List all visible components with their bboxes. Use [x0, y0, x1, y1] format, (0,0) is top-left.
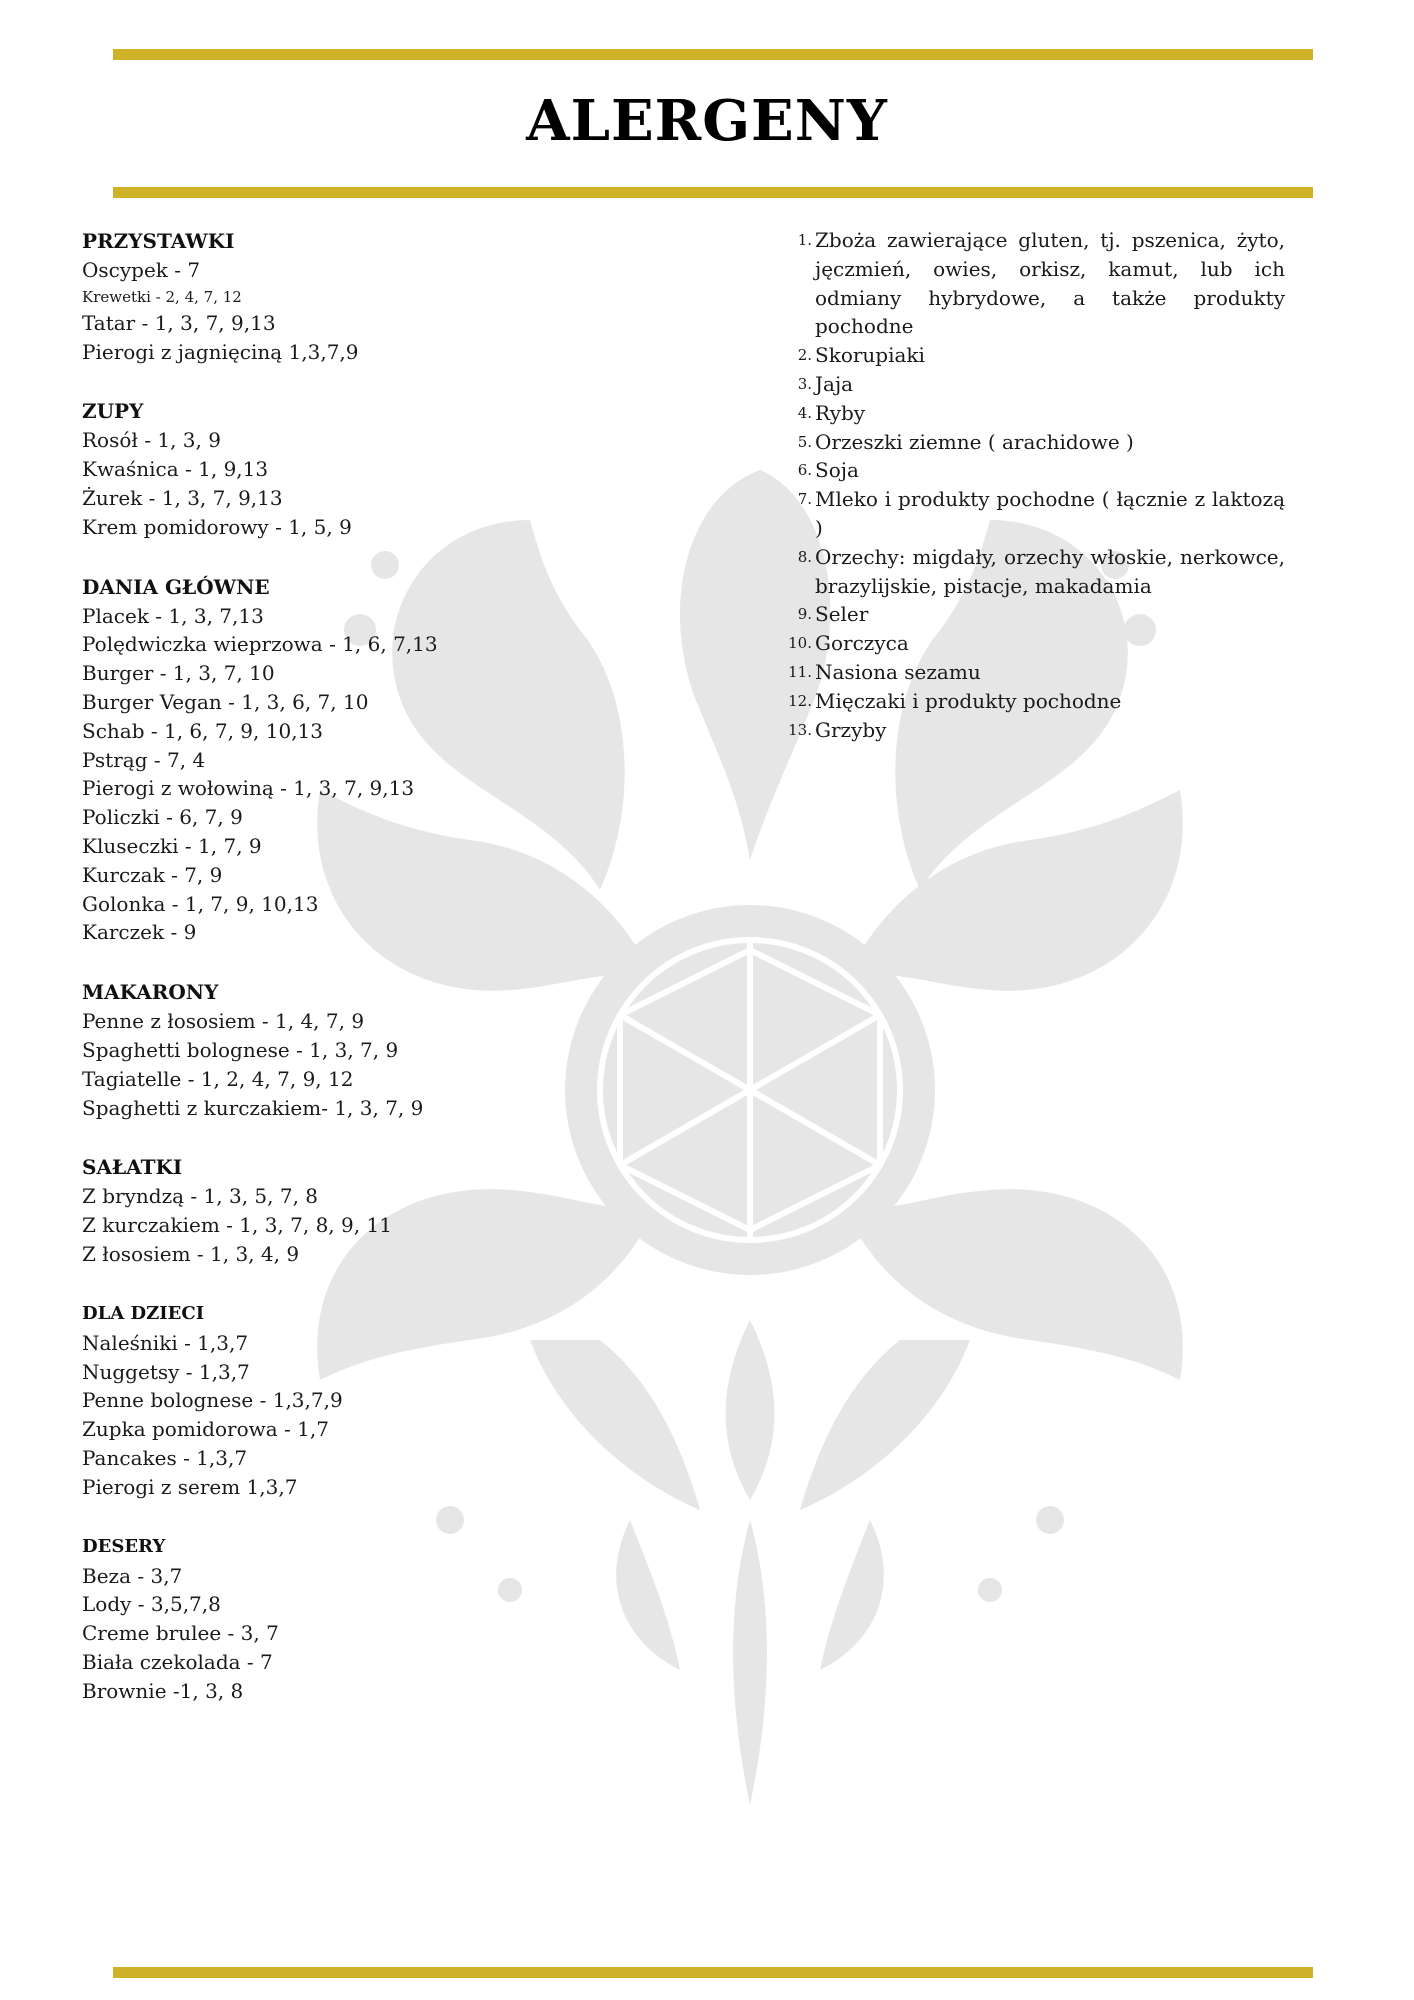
allergen-item	[780, 428, 1285, 457]
menu-allergen-list	[82, 226, 702, 1735]
section-title: MAKARONY	[82, 980, 219, 1005]
allergen-number: 2.	[797, 346, 812, 365]
menu-item: Placek - 1, 3, 7,13	[82, 603, 264, 628]
allergen-number: 9.	[797, 605, 812, 624]
allergen-text: Mleko i produkty pochodne ( łącznie z laktozą )	[815, 487, 1285, 540]
allergen-text: Nasiona sezamu	[815, 659, 981, 684]
allergen-item	[780, 399, 1285, 428]
page-title: ALERGENY	[526, 88, 888, 154]
allergen-text: Soja	[815, 458, 859, 483]
allergen-text: Ryby	[815, 400, 866, 425]
allergen-text: Orzechy: migdały, orzechy włoskie, nerkowce, brazylijskie, pistacje, makadamia	[815, 544, 1285, 598]
section-title: DANIA GŁÓWNE	[82, 574, 270, 599]
section-zupy	[82, 396, 702, 541]
allergen-number: 10.	[788, 634, 812, 653]
menu-item: Burger - 1, 3, 7, 10	[82, 661, 275, 686]
allergen-text: Gorczyca	[815, 631, 909, 656]
menu-item: Pstrąg - 7, 4	[82, 747, 206, 772]
allergen-text: Zboża zawierające gluten, tj. pszenica, żyto, jęczmień, owies, orkisz, kamut, lub ich odmiany hybrydowe, a także produkty pochodne	[815, 228, 1285, 339]
allergen-number: 6.	[797, 461, 812, 480]
menu-item: Schab - 1, 6, 7, 9, 10,13	[82, 718, 323, 743]
section-makarony	[82, 977, 702, 1122]
menu-item: Beza - 3,7	[82, 1563, 183, 1588]
menu-item: Biała czekolada - 7	[82, 1649, 273, 1674]
allergen-text: Grzyby	[815, 717, 887, 742]
allergen-number: 12.	[788, 691, 812, 710]
allergen-text: Jaja	[815, 371, 854, 396]
allergen-item	[780, 456, 1285, 485]
allergen-number: 8.	[797, 547, 812, 566]
menu-item: Creme brulee - 3, 7	[82, 1621, 279, 1646]
allergen-number: 3.	[797, 374, 812, 393]
menu-item: Karczek - 9	[82, 920, 197, 945]
section-dla-dzieci	[82, 1299, 702, 1502]
allergen-text: Mięczaki i produkty pochodne	[815, 688, 1122, 713]
section-title: PRZYSTAWKI	[82, 229, 235, 253]
menu-item: Brownie -1, 3, 8	[82, 1678, 244, 1703]
allergen-item	[780, 543, 1285, 601]
menu-item: Kwaśnica - 1, 9,13	[82, 457, 269, 482]
section-title: DESERY	[82, 1535, 166, 1557]
menu-item: Oscypek - 7	[82, 258, 201, 282]
allergen-item	[780, 370, 1285, 399]
menu-item: Nuggetsy - 1,3,7	[82, 1359, 250, 1384]
menu-item: Naleśniki - 1,3,7	[82, 1330, 249, 1355]
menu-item: Policzki - 6, 7, 9	[82, 805, 243, 830]
menu-item: Krem pomidorowy - 1, 5, 9	[82, 514, 352, 539]
allergen-number: 11.	[788, 662, 812, 681]
allergen-item	[780, 600, 1285, 629]
menu-item: Golonka - 1, 7, 9, 10,13	[82, 891, 319, 916]
section-dania-glowne	[82, 572, 702, 948]
menu-item: Penne z łososiem - 1, 4, 7, 9	[82, 1009, 365, 1034]
menu-item: Tatar - 1, 3, 7, 9,13	[82, 310, 276, 335]
allergen-number: 13.	[788, 720, 812, 739]
allergen-list	[780, 226, 1285, 744]
menu-item: Lody - 3,5,7,8	[82, 1592, 221, 1617]
menu-item: Zupka pomidorowa - 1,7	[82, 1417, 329, 1442]
menu-item: Żurek - 1, 3, 7, 9,13	[82, 485, 283, 510]
allergen-legend	[780, 226, 1285, 744]
menu-item: Spaghetti z kurczakiem- 1, 3, 7, 9	[82, 1095, 424, 1120]
allergen-item	[780, 687, 1285, 716]
section-title: ZUPY	[82, 399, 144, 424]
menu-item: Pierogi z wołowiną - 1, 3, 7, 9,13	[82, 776, 415, 801]
menu-item: Burger Vegan - 1, 3, 6, 7, 10	[82, 689, 369, 714]
section-przystawki	[82, 226, 702, 366]
menu-item: Kurczak - 7, 9	[82, 862, 223, 887]
allergen-number: 1.	[797, 231, 812, 249]
allergen-text: Seler	[815, 602, 869, 627]
section-desery	[82, 1532, 702, 1706]
allergen-item	[780, 341, 1285, 370]
allergen-text: Skorupiaki	[815, 343, 925, 368]
allergen-item	[780, 629, 1285, 658]
menu-item: Pierogi z serem 1,3,7	[82, 1474, 298, 1499]
menu-item: Z bryndzą - 1, 3, 5, 7, 8	[82, 1184, 319, 1209]
menu-item: Polędwiczka wieprzowa - 1, 6, 7,13	[82, 632, 438, 657]
allergen-item	[780, 485, 1285, 543]
menu-item: Kluseczki - 1, 7, 9	[82, 833, 262, 858]
menu-item: Pancakes - 1,3,7	[82, 1445, 248, 1470]
menu-item: Pierogi z jagnięciną 1,3,7,9	[82, 339, 359, 364]
section-title: SAŁATKI	[82, 1155, 183, 1180]
allergen-number: 7.	[797, 490, 812, 509]
bottom-gold-divider	[113, 1967, 1313, 1978]
allergen-item	[780, 226, 1285, 341]
allergen-number: 4.	[797, 403, 812, 422]
menu-item: Rosół - 1, 3, 9	[82, 428, 221, 453]
section-title: DLA DZIECI	[82, 1302, 205, 1324]
allergen-text: Orzeszki ziemne ( arachidowe )	[815, 429, 1134, 454]
allergen-item	[780, 716, 1285, 745]
menu-item: Spaghetti bolognese - 1, 3, 7, 9	[82, 1037, 399, 1062]
allergen-number: 5.	[797, 432, 812, 451]
menu-item: Z łososiem - 1, 3, 4, 9	[82, 1241, 300, 1266]
section-salatki	[82, 1152, 702, 1268]
menu-item: Krewetki - 2, 4, 7, 12	[82, 287, 242, 306]
top-gold-divider	[113, 49, 1313, 60]
title-gold-divider	[113, 187, 1313, 198]
allergen-item	[780, 658, 1285, 687]
menu-item: Z kurczakiem - 1, 3, 7, 8, 9, 11	[82, 1213, 392, 1238]
menu-item: Tagiatelle - 1, 2, 4, 7, 9, 12	[82, 1066, 354, 1091]
menu-item: Penne bolognese - 1,3,7,9	[82, 1388, 343, 1413]
